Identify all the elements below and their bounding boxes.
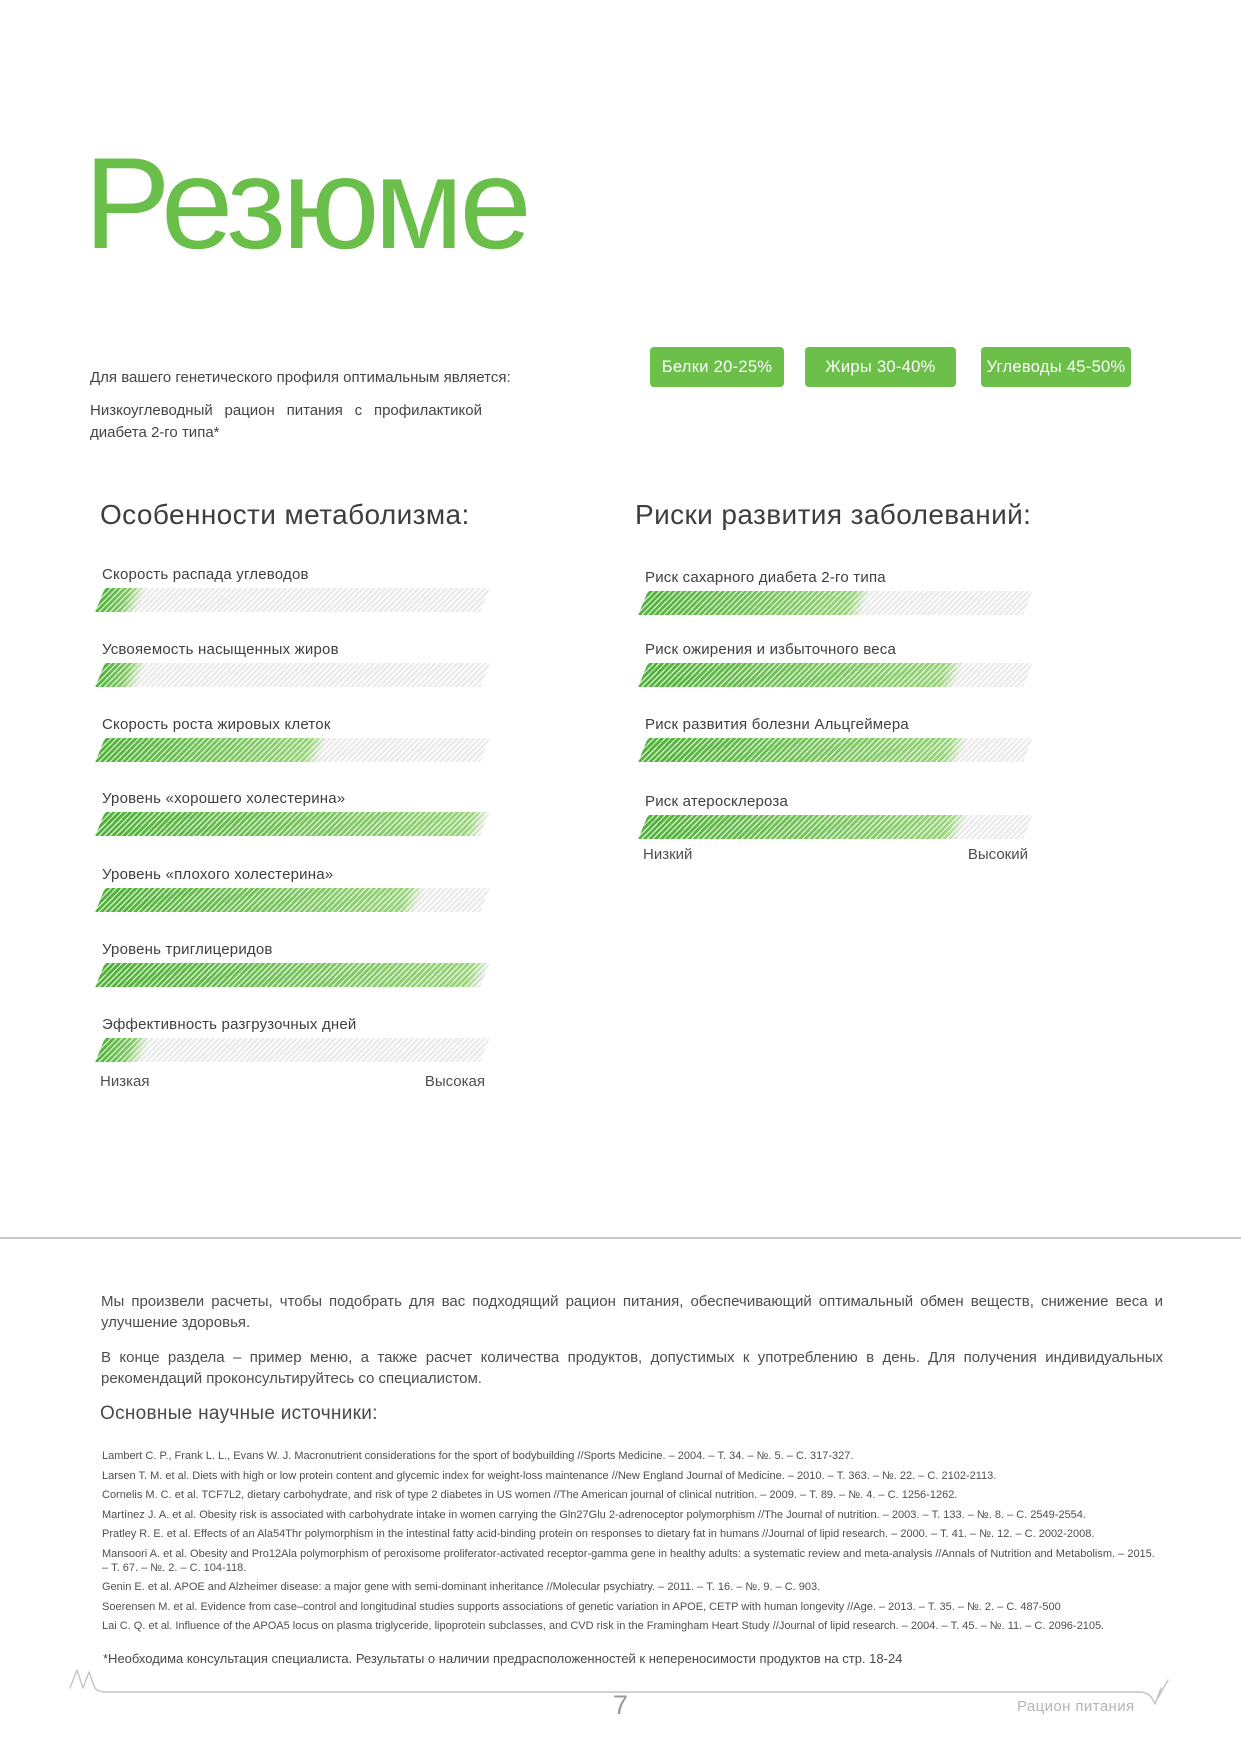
bar-label: Уровень «хорошего холестерина»: [102, 790, 346, 807]
page-title: Резюме: [84, 130, 528, 276]
footer-section-label: Рацион питания: [1017, 1698, 1135, 1715]
bar-label: Уровень «плохого холестерина»: [102, 866, 334, 883]
risk-row: [638, 569, 1030, 621]
source-reference: Martínez J. A. et al. Obesity risk is associated with carbohydrate intake in women carrying the Gln27Glu 2-adrenoceptor polymorphism //The Journal of nutrition. – 2003. – Т. 133. – №. 8. – С. 2549-2554.: [102, 1508, 1086, 1521]
source-reference: Cornelis M. C. et al. TCF7L2, dietary carbohydrate, and risk of type 2 diabetes in US women //The American journal of clinical nutrition. – 2009. – Т. 89. – №. 4. – С. 1256-1262.: [102, 1489, 958, 1501]
bar-label: Риск сахарного диабета 2-го типа: [645, 569, 886, 586]
bar-fill: [95, 888, 424, 912]
bar-track: [638, 815, 1033, 839]
bar-track: [638, 591, 1033, 615]
diet-recommendation: Низкоуглеводный рацион питания с профилактикой диабета 2-го типа*: [90, 402, 482, 441]
bar-fill: [95, 963, 490, 987]
metabolism-row: [95, 941, 490, 993]
divider-line: [0, 1237, 1241, 1239]
fat-badge: Жиры 30-40%: [805, 347, 956, 387]
metabolism-row: [95, 716, 490, 768]
metabolism-heading: Особенности метаболизма:: [100, 499, 470, 530]
metabolism-row: [95, 790, 490, 842]
scale-low-label: Низкий: [643, 846, 693, 863]
bar-label: Риск развития болезни Альцгеймера: [645, 716, 909, 733]
bar-label: Уровень триглицеридов: [102, 941, 273, 958]
summary-text: [101, 1291, 1163, 1389]
metabolism-scale: [100, 1073, 485, 1090]
intro-label: Для вашего генетического профиля оптимальным является:: [90, 369, 511, 386]
bar-label: Скорость роста жировых клеток: [102, 716, 331, 733]
bar-fill: [95, 812, 490, 836]
source-reference: Lambert C. P., Frank L. L., Evans W. J. Macronutrient considerations for the sport of bodybuilding //Sports Medicine. – 2004. – Т. 34. – №. 5. – С. 317-327.: [102, 1450, 854, 1462]
bar-track: [638, 738, 1033, 762]
risk-row: [638, 793, 1030, 845]
bar-label: Риск атеросклероза: [645, 793, 789, 810]
bar-fill: [638, 738, 967, 762]
bar-track: [95, 812, 490, 836]
protein-badge: Белки 20-25%: [650, 347, 784, 387]
scale-low-label: Низкая: [100, 1073, 150, 1090]
bar-track: [95, 663, 490, 687]
carbs-badge: Углеводы 45-50%: [981, 347, 1131, 387]
bar-track: [95, 963, 490, 987]
bar-fill: [95, 663, 147, 687]
source-reference: Mansoori A. et al. Obesity and Pro12Ala polymorphism of peroxisome proliferator-activated receptor-gamma gene in healthy adults: a systematic review and meta-analysis //Annals of Nutrition and Metabolism. – 2015. – Т. 67. – №. 2. – С. 104-118.: [102, 1547, 1155, 1574]
bar-track: [95, 738, 490, 762]
risks-scale: [643, 846, 1028, 863]
metabolism-row: [95, 1016, 490, 1068]
source-reference: Pratley R. E. et al. Effects of an Ala54Thr polymorphism in the intestinal fatty acid-binding protein on responses to dietary fat in humans //Journal of lipid research. – 2000. – Т. 41. – №. 12. – С. 2002-2008.: [102, 1528, 1095, 1540]
scale-high-label: Высокий: [967, 846, 1028, 863]
bar-fill: [638, 591, 871, 615]
bar-label: Риск ожирения и избыточного веса: [645, 641, 897, 658]
summary-paragraph: В конце раздела – пример меню, а также расчет количества продуктов, допустимых к употреблению в день. Для получения индивидуальных рекомендаций проконсультируйтесь со специалистом.: [101, 1349, 1163, 1387]
risk-row: [638, 641, 1030, 693]
bar-label: Скорость распада углеводов: [102, 566, 309, 583]
bar-track: [95, 1038, 490, 1062]
bar-label: Усвояемость насыщенных жиров: [102, 641, 339, 658]
source-reference: Genin E. et al. APOE and Alzheimer disease: a major gene with semi-dominant inheritance //Molecular psychiatry. – 2011. – Т. 16. – №. 9. – С. 903.: [102, 1581, 821, 1593]
source-reference: Larsen T. M. et al. Diets with high or low protein content and glycemic index for weight-loss maintenance //New England Journal of Medicine. – 2010. – Т. 363. – №. 22. – С. 2102-2113.: [102, 1469, 997, 1482]
bar-track: [95, 588, 490, 612]
page-number: 7: [612, 1690, 629, 1720]
bar-fill: [638, 663, 963, 687]
bar-fill: [95, 1038, 151, 1062]
sources-heading: Основные научные источники:: [100, 1403, 378, 1424]
bar-label: Эффективность разгрузочных дней: [102, 1016, 357, 1033]
risk-row: [638, 716, 1030, 768]
metabolism-row: [95, 866, 490, 918]
metabolism-row: [95, 641, 490, 693]
bar-fill: [638, 815, 967, 839]
metabolism-row: [95, 566, 490, 618]
scale-high-label: Высокая: [424, 1073, 485, 1090]
sources-list: [102, 1449, 1160, 1639]
source-reference: Soerensen M. et al. Evidence from case–control and longitudinal studies supports associations of genetic variation in APOE, CETP with human longevity //Age. – 2013. – Т. 35. – №. 2. – С. 487-500: [102, 1600, 1061, 1613]
risks-heading: Риски развития заболеваний:: [635, 499, 1032, 530]
bar-track: [95, 888, 490, 912]
bar-fill: [95, 738, 328, 762]
footnote: *Необходима консультация специалиста. Результаты о наличии предрасположенностей к непереносимости продуктов на стр. 18-24: [103, 1651, 903, 1666]
summary-paragraph: Мы произвели расчеты, чтобы подобрать для вас подходящий рацион питания, обеспечивающий оптимальный обмен веществ, снижение веса и улучшение здоровья.: [101, 1293, 1163, 1331]
bar-fill: [95, 588, 147, 612]
source-reference: Lai C. Q. et al. Influence of the APOA5 locus on plasma triglyceride, lipoprotein subclasses, and CVD risk in the Framingham Heart Study //Journal of lipid research. – 2004. – Т. 45. – №. 11. – С. 2096-2105.: [102, 1620, 1105, 1632]
bar-track: [638, 663, 1033, 687]
